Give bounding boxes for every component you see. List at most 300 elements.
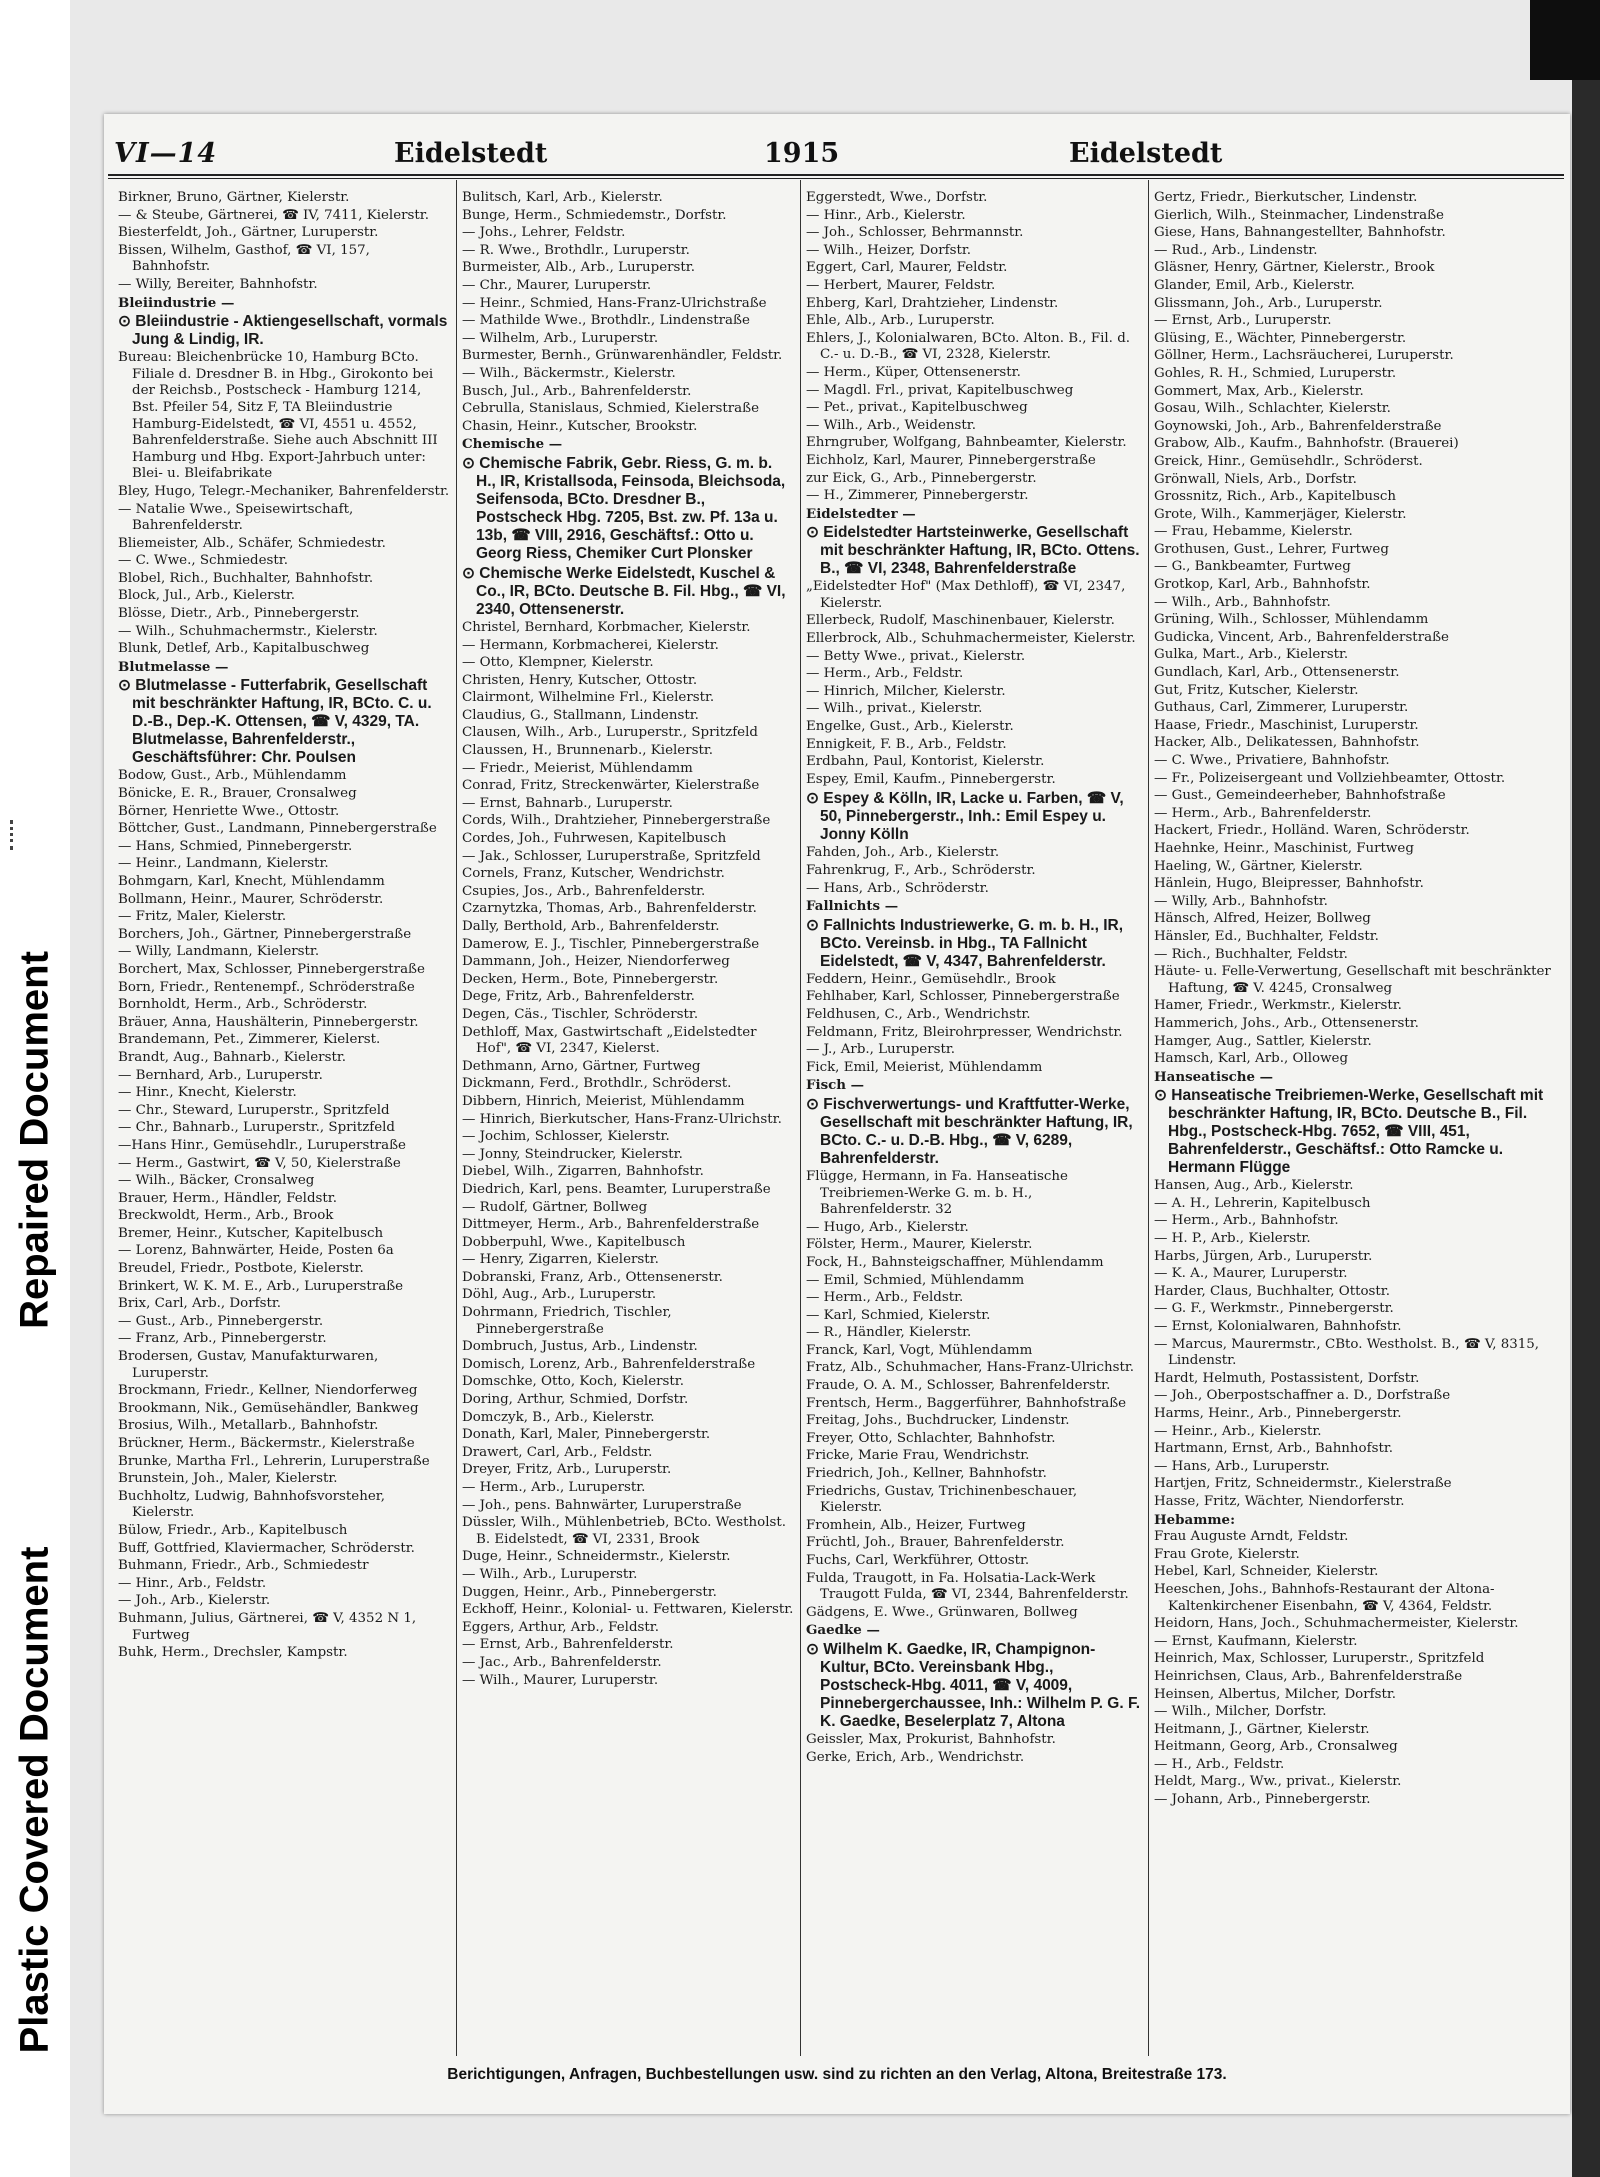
directory-entry: Cornels, Franz, Kutscher, Wendrichstr.	[462, 866, 725, 882]
directory-entry: Fromhein, Alb., Heizer, Furtweg	[806, 1517, 1026, 1533]
directory-entry: Hebamme:	[1154, 1511, 1236, 1528]
directory-entry: Decken, Herm., Bote, Pinnebergerstr.	[462, 971, 719, 987]
directory-entry: — H., Zimmerer, Pinnebergerstr.	[806, 488, 1029, 504]
directory-entry: — Fritz, Maler, Kielerstr.	[118, 909, 287, 925]
directory-entry: Feldmann, Fritz, Bleirohrpresser, Wendrichstr.	[806, 1024, 1123, 1040]
directory-entry: Biesterfeldt, Joh., Gärtner, Luruperstr.	[118, 225, 379, 241]
directory-entry: Buchholtz, Ludwig, Bahnhofsvorsteher, Kielerstr.	[118, 1488, 385, 1521]
section-number: VI—14	[114, 138, 218, 169]
directory-entry: — Joh., pens. Bahnwärter, Luruperstraße	[462, 1497, 742, 1513]
directory-entry: —Hans Hinr., Gemüsehdlr., Luruperstraße	[118, 1137, 406, 1153]
directory-entry: Gommert, Max, Arb., Kielerstr.	[1154, 383, 1364, 399]
directory-entry: Gohles, R. H., Schmied, Luruperstr.	[1154, 365, 1397, 381]
directory-entry: Christel, Bernhard, Korbmacher, Kielerstr.	[462, 619, 751, 635]
directory-entry: — Willy, Bereiter, Bahnhofstr.	[118, 276, 318, 292]
directory-entry: Cebrulla, Stanislaus, Schmied, Kielerstraße	[462, 401, 760, 417]
directory-entry: — Gust., Gemeindeerheber, Bahnhofstraße	[1154, 788, 1446, 804]
directory-entry: Grabow, Alb., Kaufm., Bahnhofstr. (Brauerei)	[1154, 436, 1459, 452]
directory-entry: — Hugo, Arb., Kielerstr.	[806, 1219, 969, 1235]
directory-entry: ⊙ Bleiindustrie - Aktiengesellschaft, vormals Jung & Lindig, IR.	[118, 313, 448, 349]
directory-entry: Dethmann, Arno, Gärtner, Furtweg	[462, 1058, 701, 1074]
directory-entry: ⊙ Eidelstedter Hartsteinwerke, Gesellschaft mit beschränkter Haftung, IR, BCto. Ottens. B., ☎ VI, 2348, Bahrenfelderstraße	[806, 524, 1140, 578]
directory-entry: — Hinrich, Milcher, Kielerstr.	[806, 683, 1006, 699]
directory-entry: Ellerbeck, Rudolf, Maschinenbauer, Kielerstr.	[806, 613, 1115, 629]
directory-entry: Christen, Henry, Kutscher, Ottostr.	[462, 672, 698, 688]
directory-entry: Haeling, W., Gärtner, Kielerstr.	[1154, 858, 1363, 874]
directory-entry: — Joh., Arb., Kielerstr.	[118, 1593, 271, 1609]
directory-entry: Hackert, Friedr., Holländ. Waren, Schröderstr.	[1154, 823, 1470, 839]
directory-entry: Gädgens, E. Wwe., Grünwaren, Bollweg	[806, 1604, 1078, 1620]
directory-entry: Blunk, Detlef, Arb., Kapitalbuschweg	[118, 641, 370, 657]
directory-entry: Breudel, Friedr., Postbote, Kielerstr.	[118, 1261, 364, 1277]
directory-entry: Brückner, Herm., Bäckermstr., Kielerstraße	[118, 1436, 415, 1451]
directory-entry: Dobberpuhl, Wwe., Kapitelbusch	[462, 1234, 686, 1250]
directory-entry: Brosius, Wilh., Metallarb., Bahnhofstr.	[118, 1418, 379, 1434]
directory-entry: Gudicka, Vincent, Arb., Bahrenfelderstraße	[1154, 629, 1449, 645]
directory-entry: Hänsch, Alfred, Heizer, Bollweg	[1154, 911, 1371, 927]
directory-entry: Glissmann, Joh., Arb., Luruperstr.	[1154, 295, 1383, 311]
directory-entry: Gerke, Erich, Arb., Wendrichstr.	[806, 1749, 1025, 1765]
directory-entry: Ehlers, J., Kolonialwaren, BCto. Alton. B., Fil. d. C.- u. D.-B., ☎ VI, 2328, Kielerstr.	[806, 330, 1131, 363]
directory-entry: — K. A., Maurer, Luruperstr.	[1154, 1266, 1348, 1282]
directory-entry: — & Steube, Gärtnerei, ☎ IV, 7411, Kielerstr.	[118, 207, 429, 223]
header-rule-thin	[108, 178, 1564, 179]
directory-entry: Frau Grote, Kielerstr.	[1154, 1546, 1300, 1562]
directory-entry: Brandemann, Pet., Zimmerer, Kielerst.	[118, 1032, 381, 1048]
directory-entry: Bremer, Heinr., Kutscher, Kapitelbusch	[118, 1225, 384, 1241]
directory-entry: — Herm., Arb., Luruperstr.	[462, 1480, 646, 1495]
directory-entry: Bissen, Wilhelm, Gasthof, ☎ VI, 157, Bahnhofstr.	[118, 242, 370, 275]
directory-entry: Blobel, Rich., Buchhalter, Bahnhofstr.	[118, 570, 374, 586]
directory-entry: Feddern, Heinr., Gemüsehdlr., Brook	[806, 971, 1056, 987]
directory-entry: ⊙ Wilhelm K. Gaedke, IR, Champignon-Kultur, BCto. Vereinsbank Hbg., Postscheck-Hbg. 4011, ☎ V, 4009, Pinnebergerchaussee, Inh.: Wilhelm P. G. F. K. Gaedke, Beselerplatz 7, Altona	[806, 1640, 1140, 1730]
directory-entry: Bollmann, Heinr., Maurer, Schröderstr.	[118, 891, 384, 907]
directory-entry: Brockmann, Friedr., Kellner, Niendorferweg	[118, 1383, 418, 1399]
directory-entry: Eichholz, Karl, Maurer, Pinnebergerstraße	[806, 452, 1096, 468]
directory-entry: Brookmann, Nik., Gemüsehändler, Bankweg	[118, 1400, 419, 1416]
directory-entry: Fratz, Alb., Schuhmacher, Hans-Franz-Ulrichstr.	[806, 1360, 1135, 1376]
directory-entry: Feldhusen, C., Arb., Wendrichstr.	[806, 1006, 1031, 1022]
place-left: Eidelstedt	[394, 138, 548, 169]
directory-entry: Cords, Wilh., Drahtzieher, Pinnebergerstraße	[462, 813, 771, 829]
directory-entry: Gertz, Friedr., Bierkutscher, Lindenstr.	[1154, 190, 1418, 205]
directory-entry: Fuchs, Carl, Werkführer, Ottostr.	[806, 1553, 1030, 1568]
directory-entry: ⊙ Espey & Kölln, IR, Lacke u. Farben, ☎ V, 50, Pinnebergerstr., Inh.: Emil Espey u. Jonny Kölln	[806, 790, 1124, 844]
directory-entry: — Wilh., Bäcker, Cronsalweg	[118, 1173, 315, 1189]
directory-entry: Freitag, Johs., Buchdrucker, Lindenstr.	[806, 1413, 1070, 1429]
directory-entry: Busch, Jul., Arb., Bahrenfelderstr.	[462, 383, 692, 399]
directory-entry: Hanseatische —	[1154, 1068, 1274, 1085]
side-labels	[0, 0, 70, 2177]
directory-entry: — Hans, Arb., Luruperstr.	[1154, 1458, 1330, 1474]
directory-entry: — Wilh., Heizer, Dorfstr.	[806, 242, 972, 258]
directory-entry: Gläsner, Henry, Gärtner, Kielerstr., Brook	[1154, 260, 1435, 276]
directory-entry: Goynowski, Joh., Arb., Bahrenfelderstraße	[1154, 418, 1442, 434]
directory-entry: zur Eick, G., Arb., Pinnebergerstr.	[806, 470, 1037, 486]
directory-entry: Domschke, Otto, Koch, Kielerstr.	[462, 1374, 684, 1390]
directory-entry: — Friedr., Meierist, Mühlendamm	[462, 760, 693, 776]
directory-entry: Dibbern, Hinrich, Meierist, Mühlendamm	[462, 1093, 745, 1109]
directory-entry: — A. H., Lehrerin, Kapitelbusch	[1154, 1195, 1371, 1211]
scan-corner-shadow	[1530, 0, 1600, 80]
directory-entry: — Herm., Arb., Feldstr.	[806, 1290, 964, 1306]
directory-entry: Buhmann, Friedr., Arb., Schmiedestr	[118, 1558, 369, 1574]
directory-entry: Borchert, Max, Schlosser, Pinnebergerstraße	[118, 961, 425, 977]
directory-entry: Gaedke —	[806, 1622, 880, 1639]
directory-entry: Fick, Emil, Meierist, Mühlendamm	[806, 1059, 1043, 1075]
directory-entry: Dombruch, Justus, Arb., Lindenstr.	[462, 1339, 698, 1355]
directory-entry: — Emil, Schmied, Mühlendamm	[806, 1272, 1025, 1288]
directory-entry: Czarnytzka, Thomas, Arb., Bahrenfelderstr.	[462, 901, 757, 917]
publisher-footer: Berichtigungen, Anfragen, Buchbestellungen usw. sind zu richten an den Verlag, Altona, Breitestraße 173.	[447, 2066, 1227, 2083]
directory-entry: — Lorenz, Bahnwärter, Heide, Posten 6a	[118, 1243, 394, 1259]
directory-entry: — Willy, Arb., Bahnhofstr.	[1154, 893, 1328, 909]
directory-column-4	[1154, 190, 1554, 2056]
directory-entry: Bunge, Herm., Schmiedemstr., Dorfstr.	[462, 207, 727, 223]
directory-entry: — Jonny, Steindrucker, Kielerstr.	[462, 1146, 683, 1162]
directory-entry: Grüning, Wilh., Schlosser, Mühlendamm	[1154, 612, 1429, 628]
directory-entry: Fricke, Marie Frau, Wendrichstr.	[806, 1448, 1030, 1464]
directory-entry: — Wilh., Arb., Bahnhofstr.	[1154, 594, 1331, 610]
directory-entry: Heitmann, J., Gärtner, Kielerstr.	[1154, 1721, 1370, 1737]
directory-entry: — Chr., Steward, Luruperstr., Spritzfeld	[118, 1102, 390, 1118]
directory-entry: — Wilhelm, Arb., Luruperstr.	[462, 330, 659, 346]
directory-entry: Chemische —	[462, 436, 563, 453]
directory-entry: Heinrich, Max, Schlosser, Luruperstr., Spritzfeld	[1154, 1651, 1485, 1667]
directory-entry: Grote, Wilh., Kammerjäger, Kielerstr.	[1154, 506, 1407, 522]
directory-entry: — Hinr., Arb., Feldstr.	[118, 1575, 267, 1591]
directory-entry: Frau Auguste Arndt, Feldstr.	[1154, 1529, 1349, 1545]
directory-entry: — H. P., Arb., Kielerstr.	[1154, 1231, 1311, 1247]
directory-entry: Birkner, Bruno, Gärtner, Kielerstr.	[118, 190, 350, 205]
directory-entry: — Ernst, Arb., Luruperstr.	[1154, 313, 1332, 329]
directory-entry: — Rudolf, Gärtner, Bollweg	[462, 1199, 648, 1215]
directory-entry: — Johann, Arb., Pinnebergerstr.	[1154, 1792, 1371, 1808]
directory-entry: Glander, Emil, Arb., Kielerstr.	[1154, 277, 1355, 293]
directory-entry: — Marcus, Maurermstr., CBto. Westholst. B., ☎ V, 8315, Lindenstr.	[1154, 1336, 1540, 1369]
directory-entry: Bureau: Bleichenbrücke 10, Hamburg BCto. Filiale d. Dresdner B. in Hbg., Girokonto bei der Reichsb., Postscheck - Hamburg 1214, Bst. Pfeiler 54, Sitz F, TA Bleiindustrie Hamburg-Eidelstedt, ☎ VI, 4551 u. 4552, Bahrenfelderstraße. Siehe auch Abschnitt III Hamburg und Hbg. Export-Jahrbuch unter: Blei- u. Bleifabrikate	[118, 350, 438, 482]
column-divider	[800, 180, 801, 2056]
directory-entry: Ehle, Alb., Arb., Luruperstr.	[806, 313, 995, 329]
page-header	[104, 138, 1570, 174]
directory-entry: — Jochim, Schlosser, Kielerstr.	[462, 1129, 670, 1145]
directory-entry: — Wilh., Bäckermstr., Kielerstr.	[462, 365, 676, 381]
directory-entry: ⊙ Hanseatische Treibriemen-Werke, Gesellschaft mit beschränkter Haftung, IR, BCto. Deutsche B., Fil. Hbg., Postscheck-Hbg. 7652, ☎ VIII, 451, Bahrenfelderstr., Geschäftsf.: Otto Ramcke u. Hermann Flügge	[1154, 1087, 1544, 1177]
directory-entry: — Joh., Oberpostschaffner a. D., Dorfstraße	[1154, 1388, 1451, 1404]
directory-entry: Burmeister, Alb., Arb., Luruperstr.	[462, 260, 695, 276]
directory-entry: — Hermann, Korbmacherei, Kielerstr.	[462, 637, 719, 653]
directory-entry: Bliemeister, Alb., Schäfer, Schmiedestr.	[118, 535, 386, 551]
directory-entry: Buff, Gottfried, Klaviermacher, Schröderstr.	[118, 1540, 415, 1556]
directory-entry: — Herm., Gastwirt, ☎ V, 50, Kielerstraße	[118, 1155, 401, 1171]
directory-entry: Ehberg, Karl, Drahtzieher, Lindenstr.	[806, 295, 1059, 311]
separator-mark	[10, 820, 17, 850]
directory-entry: Dittmeyer, Herm., Arb., Bahrenfelderstraße	[462, 1217, 760, 1233]
directory-entry: — Gust., Arb., Pinnebergerstr.	[118, 1313, 324, 1329]
directory-entry: Hamer, Friedr., Werkmstr., Kielerstr.	[1154, 998, 1402, 1014]
directory-entry: Ellerbrock, Alb., Schuhmachermeister, Kielerstr.	[806, 631, 1136, 647]
directory-entry: — Jak., Schlosser, Luruperstraße, Spritzfeld	[462, 848, 761, 864]
directory-entry: Bleiindustrie —	[118, 294, 235, 311]
directory-entry: Blutmelasse —	[118, 658, 229, 675]
directory-entry: Conrad, Fritz, Streckenwärter, Kielerstraße	[462, 778, 760, 794]
directory-entry: Claussen, H., Brunnenarb., Kielerstr.	[462, 743, 714, 759]
directory-entry: Franck, Karl, Vogt, Mühlendamm	[806, 1342, 1033, 1358]
directory-page	[104, 114, 1570, 2114]
directory-entry: Duge, Heinr., Schneidermstr., Kielerstr.	[462, 1549, 731, 1565]
directory-entry: — Heinr., Arb., Kielerstr.	[1154, 1423, 1322, 1439]
directory-entry: Bräuer, Anna, Haushälterin, Pinnebergerstr.	[118, 1014, 419, 1030]
directory-entry: Hamsch, Karl, Arb., Olloweg	[1154, 1051, 1349, 1067]
directory-entry: Heitmann, Georg, Arb., Cronsalweg	[1154, 1739, 1398, 1755]
directory-entry: Born, Friedr., Rentenempf., Schröderstraße	[118, 979, 415, 995]
directory-entry: ⊙ Fallnichts Industriewerke, G. m. b. H., IR, BCto. Vereinsb. in Hbg., TA Fallnicht Eidelstedt, ☎ V, 4347, Bahrenfelderstr.	[806, 916, 1124, 970]
directory-entry: Dally, Berthold, Arb., Bahrenfelderstr.	[462, 919, 720, 934]
directory-entry: — H., Arb., Feldstr.	[1154, 1756, 1285, 1772]
directory-entry: — Herbert, Maurer, Feldstr.	[806, 277, 996, 293]
directory-entry: — Heinr., Landmann, Kielerstr.	[118, 856, 329, 872]
directory-entry: Ehrngruber, Wolfgang, Bahnbeamter, Kielerstr.	[806, 435, 1127, 451]
directory-entry: — Frau, Hebamme, Kielerstr.	[1154, 524, 1353, 540]
directory-entry: Domczyk, B., Arb., Kielerstr.	[462, 1409, 655, 1425]
directory-entry: Heinsen, Albertus, Milcher, Dorfstr.	[1154, 1686, 1397, 1702]
directory-entry: Degen, Cäs., Tischler, Schröderstr.	[462, 1006, 699, 1022]
directory-entry: — Natalie Wwe., Speisewirtschaft, Bahrenfelderstr.	[118, 501, 354, 534]
directory-entry: ⊙ Chemische Fabrik, Gebr. Riess, G. m. b. H., IR, Kristallsoda, Feinsoda, Bleichsoda, Seifensoda, BCto. Dresdner B., Postscheck Hbg. 7205, Bst. zw. Pf. 13a u. 13b, ☎ VIII, 2916, Geschäftsf.: Otto u. Georg Riess, Chemiker Curt Plonsker	[462, 454, 786, 562]
directory-entry: — Herm., Küper, Ottensenerstr.	[806, 364, 1021, 380]
directory-entry: Hänlein, Hugo, Bleipresser, Bahnhofstr.	[1154, 876, 1424, 892]
directory-entry: Gierlich, Wilh., Steinmacher, Lindenstraße	[1154, 207, 1444, 223]
year: 1915	[764, 138, 840, 169]
directory-entry: Böttcher, Gust., Landmann, Pinnebergerstraße	[118, 821, 437, 837]
directory-entry: — Heinr., Schmied, Hans-Franz-Ulrichstraße	[462, 295, 767, 311]
directory-entry: — Wilh., Milcher, Dorfstr.	[1154, 1704, 1327, 1720]
directory-entry: Grotkop, Karl, Arb., Bahnhofstr.	[1154, 577, 1371, 593]
directory-entry: Harder, Claus, Buchhalter, Ottostr.	[1154, 1283, 1390, 1299]
directory-entry: — Pet., privat., Kapitelbuschweg	[806, 400, 1028, 416]
directory-entry: Hacker, Alb., Delikatessen, Bahnhofstr.	[1154, 735, 1420, 751]
directory-entry: — C. Wwe., Privatiere, Bahnhofstr.	[1154, 753, 1390, 768]
directory-entry: Bohmgarn, Karl, Knecht, Mühlendamm	[118, 874, 385, 889]
directory-entry: Heinrichsen, Claus, Arb., Bahrenfelderstraße	[1154, 1668, 1463, 1684]
directory-entry: Fulda, Traugott, in Fa. Holsatia-Lack-Werk Traugott Fulda, ☎ VI, 2344, Bahrenfelderstr.	[806, 1570, 1129, 1603]
header-rule	[108, 174, 1564, 176]
directory-entry: Borchers, Joh., Gärtner, Pinnebergerstraße	[118, 926, 412, 942]
directory-entry: — Ernst, Kolonialwaren, Bahnhofstr.	[1154, 1319, 1402, 1335]
directory-entry: Frentsch, Herm., Baggerführer, Bahnhofstraße	[806, 1395, 1127, 1411]
directory-entry: — Wilh., Arb., Weidenstr.	[806, 417, 976, 433]
directory-entry: Clausen, Wilh., Arb., Luruperstr., Spritzfeld	[462, 725, 758, 741]
directory-entry: Friedrichs, Gustav, Trichinenbeschauer, Kielerstr.	[806, 1483, 1078, 1516]
directory-entry: Hammerich, Johs., Arb., Ottensenerstr.	[1154, 1015, 1419, 1031]
place-right: Eidelstedt	[1069, 138, 1223, 169]
directory-entry: — Herm., Arb., Feldstr.	[806, 666, 964, 682]
directory-entry: Eggerstedt, Wwe., Dorfstr.	[806, 190, 988, 205]
directory-entry: Erdbahn, Paul, Kontorist, Kielerstr.	[806, 754, 1045, 770]
directory-entry: Gosau, Wilh., Schlachter, Kielerstr.	[1154, 401, 1391, 417]
directory-entry: Cordes, Joh., Fuhrwesen, Kapitelbusch	[462, 831, 727, 847]
directory-entry: — Wilh., Maurer, Luruperstr.	[462, 1672, 659, 1688]
directory-entry: Donath, Karl, Maler, Pinnebergerstr.	[462, 1427, 711, 1443]
directory-entry: — Wilh., privat., Kielerstr.	[806, 701, 983, 717]
directory-entry: — Joh., Schlosser, Behrmannstr.	[806, 225, 1024, 241]
directory-entry: — C. Wwe., Schmiedestr.	[118, 553, 288, 569]
directory-entry: Friedrich, Joh., Kellner, Bahnhofstr.	[806, 1466, 1047, 1482]
directory-column-2	[462, 190, 794, 2056]
directory-entry: — Mathilde Wwe., Brothdlr., Lindenstraße	[462, 313, 750, 329]
directory-entry: Brandt, Aug., Bahnarb., Kielerstr.	[118, 1049, 347, 1065]
directory-entry: Grothusen, Gust., Lehrer, Furtweg	[1154, 541, 1389, 557]
directory-entry: — Betty Wwe., privat., Kielerstr.	[806, 648, 1026, 664]
directory-entry: — Rud., Arb., Lindenstr.	[1154, 242, 1318, 258]
directory-entry: — Hinr., Knecht, Kielerstr.	[118, 1085, 297, 1101]
directory-entry: Fisch —	[806, 1077, 865, 1094]
directory-entry: Diedrich, Karl, pens. Beamter, Luruperstraße	[462, 1181, 771, 1197]
directory-entry: Fölster, Herm., Maurer, Kielerstr.	[806, 1237, 1033, 1253]
directory-entry: Eggers, Arthur, Arb., Feldstr.	[462, 1619, 659, 1635]
column-divider	[456, 180, 457, 2056]
scan-edge-shadow	[1572, 80, 1600, 2177]
directory-entry: Greick, Hinr., Gemüsehdlr., Schröderst.	[1154, 453, 1423, 469]
directory-entry: Dege, Fritz, Arb., Bahrenfelderstr.	[462, 989, 695, 1005]
directory-entry: — Herm., Arb., Bahnhofstr.	[1154, 1213, 1339, 1229]
directory-entry: Brodersen, Gustav, Manufakturwaren, Luruperstr.	[118, 1349, 379, 1381]
directory-entry: Hartmann, Ernst, Arb., Bahnhofstr.	[1154, 1441, 1394, 1457]
plastic-covered-label	[0, 1520, 70, 2080]
directory-entry: Burmester, Bernh., Grünwarenhändler, Feldstr.	[462, 348, 783, 364]
directory-entry: Brauer, Herm., Händler, Feldstr.	[118, 1190, 337, 1206]
directory-entry: — Rich., Buchhalter, Feldstr.	[1154, 946, 1348, 962]
directory-entry: Harbs, Jürgen, Arb., Luruperstr.	[1154, 1248, 1373, 1264]
directory-column-1	[118, 190, 450, 2056]
directory-entry: Bönicke, E. R., Brauer, Cronsalweg	[118, 786, 357, 802]
directory-entry: ⊙ Chemische Werke Eidelstedt, Kuschel & Co., IR, BCto. Deutsche B. Fil. Hbg., ☎ VI, 2340, Ottensenerstr.	[462, 564, 786, 618]
directory-entry: Clairmont, Wilhelmine Frl., Kielerstr.	[462, 690, 715, 706]
directory-entry: Brinkert, W. K. M. E., Arb., Luruperstraße	[118, 1278, 404, 1294]
directory-entry: Hartjen, Fritz, Schneidermstr., Kielerstraße	[1154, 1476, 1452, 1492]
directory-entry: Dammann, Joh., Heizer, Niendorferweg	[462, 954, 730, 970]
directory-entry: Eckhoff, Heinr., Kolonial- u. Fettwaren, Kielerstr.	[462, 1602, 794, 1618]
directory-entry: Drawert, Carl, Arb., Feldstr.	[462, 1444, 653, 1460]
directory-entry: — Bernhard, Arb., Luruperstr.	[118, 1067, 323, 1083]
directory-entry: Flügge, Hermann, in Fa. Hanseatische Treibriemen-Werke G. m. b. H., Bahrenfelderstr. 32	[806, 1168, 1068, 1218]
directory-entry: — Fr., Polizeisergeant und Vollziehbeamter, Ottostr.	[1154, 770, 1506, 786]
directory-entry: Freyer, Otto, Schlachter, Bahnhofstr.	[806, 1430, 1056, 1446]
directory-entry: Bülow, Friedr., Arb., Kapitelbusch	[118, 1522, 348, 1538]
column-divider	[1148, 180, 1149, 2056]
directory-entry: Breckwoldt, Herm., Arb., Brook	[118, 1208, 334, 1224]
directory-entry: Diebel, Wilh., Zigarren, Bahnhofstr.	[462, 1164, 704, 1180]
directory-entry: — Jac., Arb., Bahrenfelderstr.	[462, 1654, 662, 1670]
directory-entry: — Henry, Zigarren, Kielerstr.	[462, 1252, 659, 1268]
directory-entry: — Herm., Arb., Bahrenfelderstr.	[1154, 805, 1372, 821]
directory-entry: Grönwall, Niels, Arb., Dorfstr.	[1154, 471, 1357, 487]
directory-entry: Fallnichts —	[806, 898, 899, 915]
directory-entry: Ennigkeit, F. B., Arb., Feldstr.	[806, 736, 1007, 752]
directory-entry: Bley, Hugo, Telegr.-Mechaniker, Bahrenfelderstr.	[118, 483, 450, 499]
directory-entry: Gut, Fritz, Kutscher, Kielerstr.	[1154, 682, 1359, 698]
directory-entry: — R. Wwe., Brothdlr., Luruperstr.	[462, 242, 690, 258]
directory-entry: Dobranski, Franz, Arb., Ottensenerstr.	[462, 1269, 723, 1285]
directory-entry: Engelke, Gust., Arb., Kielerstr.	[806, 719, 1014, 735]
directory-entry: — Ernst, Kaufmann, Kielerstr.	[1154, 1633, 1358, 1649]
directory-entry: Buhk, Herm., Drechsler, Kampstr.	[118, 1645, 348, 1661]
directory-entry: Heldt, Marg., Ww., privat., Kielerstr.	[1154, 1774, 1402, 1790]
directory-entry: Fahrenkrug, F., Arb., Schröderstr.	[806, 863, 1036, 878]
directory-entry: Früchtl, Joh., Brauer, Bahrenfelderstr.	[806, 1535, 1065, 1551]
directory-entry: — Karl, Schmied, Kielerstr.	[806, 1307, 991, 1323]
directory-entry: Glüsing, E., Wächter, Pinnebergerstr.	[1154, 330, 1407, 346]
directory-entry: Chasin, Heinr., Kutscher, Brookstr.	[462, 418, 698, 434]
directory-entry: Häute- u. Felle-Verwertung, Gesellschaft mit beschränkter Haftung, ☎ V. 4245, Cronsalweg	[1154, 964, 1551, 996]
directory-entry: — Wilh., Arb., Luruperstr.	[462, 1566, 638, 1582]
directory-entry: Dohrmann, Friedrich, Tischler, Pinnebergerstraße	[462, 1305, 672, 1337]
directory-entry: — G., Bankbeamter, Furtweg	[1154, 559, 1351, 575]
directory-entry: Hebel, Karl, Schneider, Kielerstr.	[1154, 1564, 1379, 1580]
directory-entry: Brunstein, Joh., Maler, Kielerstr.	[118, 1471, 338, 1487]
directory-entry: Döhl, Aug., Arb., Luruperstr.	[462, 1287, 657, 1303]
directory-entry: Espey, Emil, Kaufm., Pinnebergerstr.	[806, 771, 1056, 787]
directory-entry: Duggen, Heinr., Arb., Pinnebergerstr.	[462, 1584, 717, 1600]
directory-entry: Fehlhaber, Karl, Schlosser, Pinnebergerstraße	[806, 989, 1120, 1005]
directory-entry: Göllner, Herm., Lachsräucherei, Luruperstr.	[1154, 348, 1454, 364]
directory-entry: Börner, Henriette Wwe., Ottostr.	[118, 803, 340, 819]
directory-entry: — Wilh., Schuhmachermstr., Kielerstr.	[118, 623, 378, 639]
directory-entry: — Otto, Klempner, Kielerstr.	[462, 655, 654, 671]
directory-entry: — Hans, Schmied, Pinnebergerstr.	[118, 838, 353, 854]
directory-entry: — Johs., Lehrer, Feldstr.	[462, 225, 626, 241]
directory-entry: Heeschen, Johs., Bahnhofs-Restaurant der Altona-Kaltenkirchener Eisenbahn, ☎ V, 4364, Feldstr.	[1154, 1581, 1495, 1614]
directory-entry: Csupies, Jos., Arb., Bahrenfelderstr.	[462, 883, 706, 899]
directory-entry: Eidelstedter —	[806, 505, 916, 522]
directory-entry: — J., Arb., Luruperstr.	[806, 1042, 956, 1058]
directory-entry: „Eidelstedter Hof" (Max Dethloff), ☎ VI, 2347, Kielerstr.	[806, 579, 1126, 611]
directory-entry: — G. F., Werkmstr., Pinnebergerstr.	[1154, 1301, 1394, 1317]
directory-entry: Claudius, G., Stallmann, Lindenstr.	[462, 707, 699, 723]
directory-entry: — Chr., Maurer, Luruperstr.	[462, 277, 652, 293]
directory-entry: Fahden, Joh., Arb., Kielerstr.	[806, 845, 1000, 861]
directory-entry: Blösse, Dietr., Arb., Pinnebergerstr.	[118, 606, 360, 622]
directory-entry: — Ernst, Arb., Bahrenfelderstr.	[462, 1637, 674, 1653]
directory-entry: Guthaus, Carl, Zimmerer, Luruperstr.	[1154, 700, 1409, 716]
directory-entry: Haehnke, Heinr., Maschinist, Furtweg	[1154, 840, 1414, 856]
directory-entry: Block, Jul., Arb., Kielerstr.	[118, 588, 296, 604]
directory-entry: Hänsler, Ed., Buchhalter, Feldstr.	[1154, 928, 1379, 944]
directory-entry: Bodow, Gust., Arb., Mühlendamm	[118, 768, 347, 784]
directory-entry: — Hinrich, Bierkutscher, Hans-Franz-Ulrichstr.	[462, 1111, 782, 1127]
directory-entry: Fock, H., Bahnsteigschaffner, Mühlendamm	[806, 1254, 1104, 1270]
directory-entry: Hasse, Fritz, Wächter, Niendorferstr.	[1154, 1493, 1405, 1509]
directory-entry: Giese, Hans, Bahnangestellter, Bahnhofstr.	[1154, 225, 1446, 241]
directory-entry: Dickmann, Ferd., Brothdlr., Schröderst.	[462, 1076, 732, 1092]
directory-entry: — Chr., Bahnarb., Luruperstr., Spritzfeld	[118, 1120, 396, 1136]
directory-entry: Buhmann, Julius, Gärtnerei, ☎ V, 4352 N 1, Furtweg	[118, 1610, 417, 1643]
directory-entry: Gulka, Mart., Arb., Kielerstr.	[1154, 647, 1349, 663]
directory-entry: — Ernst, Bahnarb., Luruperstr.	[462, 795, 673, 811]
directory-entry: Hardt, Helmuth, Postassistent, Dorfstr.	[1154, 1370, 1420, 1386]
directory-entry: — Magdl. Frl., privat, Kapitelbuschweg	[806, 382, 1074, 398]
directory-entry: Brunke, Martha Frl., Lehrerin, Luruperstraße	[118, 1453, 430, 1469]
repaired-document-label	[0, 860, 70, 1420]
repaired-document-text: Repaired Document	[12, 951, 57, 1329]
directory-column-3	[806, 190, 1142, 2056]
directory-entry: Haase, Friedr., Maschinist, Luruperstr.	[1154, 717, 1419, 733]
directory-entry: Damerow, E. J., Tischler, Pinnebergerstraße	[462, 936, 760, 952]
directory-entry: Fraude, O. A. M., Schlosser, Bahrenfelderstr.	[806, 1378, 1111, 1394]
directory-entry: Eggert, Carl, Maurer, Feldstr.	[806, 260, 1008, 276]
directory-entry: Dethloff, Max, Gastwirtschaft „Eidelstedter Hof", ☎ VI, 2347, Kielerst.	[462, 1024, 757, 1057]
directory-entry: ⊙ Blutmelasse - Futterfabrik, Gesellschaft mit beschränkter Haftung, IR, BCto. C. u. D.-B., Dep.-K. Ottensen, ☎ V, 4329, TA. Blutmelasse, Bahrenfelderstr., Geschäftsführer: Chr. Poulsen	[118, 677, 432, 767]
